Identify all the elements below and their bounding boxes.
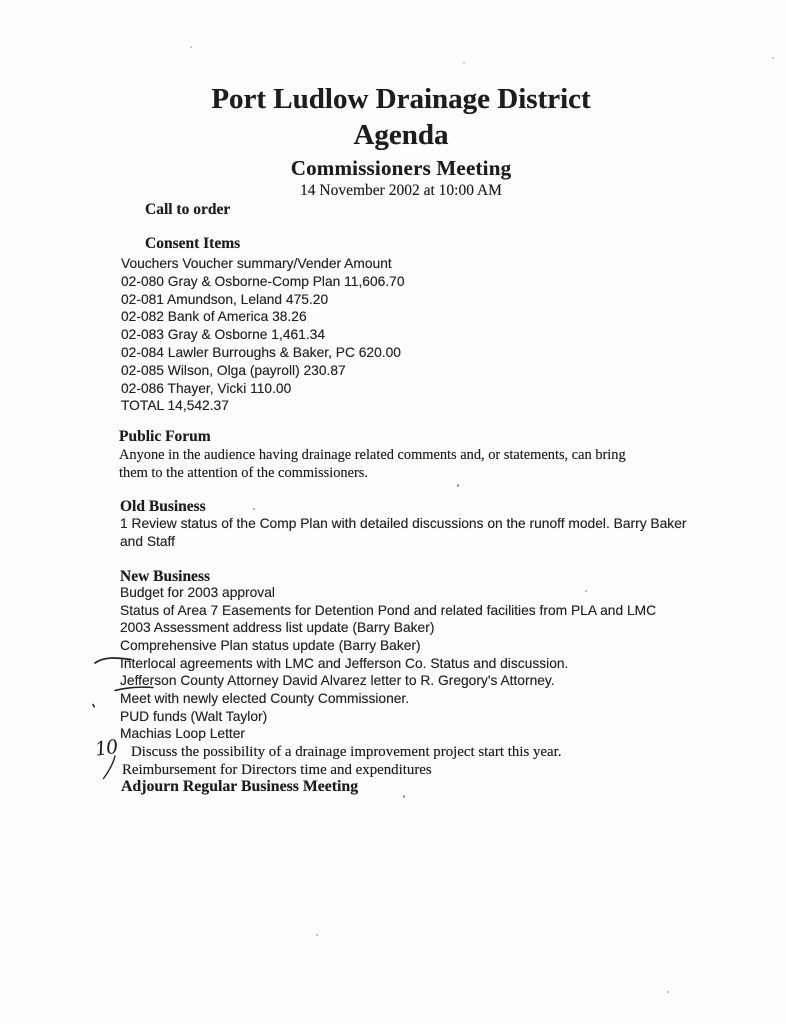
pen-margin-dot-icon [93,705,94,707]
new-business-item: Meet with newly elected County Commissioner. [120,690,410,706]
new-business-item: Machias Loop Letter [120,726,246,742]
new-business-item: Status of Area 7 Easements for Detention Pond and related facilities from PLA and LMC [120,602,657,618]
meeting-subtitle: Commissioners Meeting [290,156,512,180]
old-business-paragraph [120,515,686,551]
voucher-summary-header-line: Vouchers Voucher summary/Vender Amount [121,256,392,271]
new-business-list [120,585,656,779]
section-heading-old-business: Old Business [120,498,206,515]
public-forum-text-line: Anyone in the audience having drainage related comments and, or statements, can bring [119,447,626,463]
new-business-item: 2003 Assessment address list update (Barry Baker) [120,620,435,636]
public-forum-paragraph [119,446,626,482]
old-business-text-line: 1 Review status of the Comp Plan with detailed discussions on the runoff model. Barry Baker [120,516,687,531]
new-business-item: Discuss the possibility of a drainage improvement project start this year. [131,743,562,760]
scan-speck [667,991,669,993]
scan-speck [190,46,192,48]
new-business-item: Interlocal agreements with LMC and Jefferson Co. Status and discussion. [120,655,569,671]
new-business-item: PUD funds (Walt Taylor) [120,708,268,724]
new-business-item: Budget for 2003 approval [120,585,275,600]
section-heading-public-forum: Public Forum [119,428,211,445]
page-title: Port Ludlow Drainage District [211,83,591,115]
scan-speck [316,934,318,936]
adjourn-meeting-line: Adjourn Regular Business Meeting [121,778,359,795]
consent-items-list [121,255,405,415]
voucher-line: 02-083 Gray & Osborne 1,461.34 [121,327,326,343]
voucher-total-line: TOTAL 14,542.37 [121,398,229,414]
voucher-line: 02-082 Bank of America 38.26 [121,309,307,325]
meeting-datetime: 14 November 2002 at 10:00 AM [300,182,502,199]
scan-speck [585,590,587,592]
voucher-line: 02-080 Gray & Osborne-Comp Plan 11,606.70 [121,273,405,289]
section-heading-call-to-order: Call to order [145,201,231,218]
public-forum-text-line: them to the attention of the commissioners. [119,465,368,482]
scan-speck [253,508,255,510]
scan-speck [463,62,465,64]
new-business-item: Jefferson County Attorney David Alvarez letter to R. Gregory's Attorney. [120,673,555,689]
handwritten-number-annotation: 10 [93,735,119,761]
voucher-line: 02-081 Amundson, Leland 475.20 [121,291,329,307]
new-business-item: Comprehensive Plan status update (Barry Baker) [120,637,421,653]
section-heading-consent-items: Consent Items [145,235,241,252]
voucher-line: 02-084 Lawler Burroughs & Baker, PC 620.00 [121,344,401,360]
agenda-title: Agenda [353,119,449,151]
scan-speck [403,795,405,798]
voucher-line: 02-086 Thayer, Vicki 110.00 [121,380,292,396]
scan-speck [772,57,774,59]
old-business-text-line: and Staff [120,533,175,549]
section-heading-new-business: New Business [120,568,211,585]
voucher-line: 02-085 Wilson, Olga (payroll) 230.87 [121,362,346,378]
scan-speck [457,484,459,487]
new-business-item: Reimbursement for Directors time and expenditures [122,761,432,778]
